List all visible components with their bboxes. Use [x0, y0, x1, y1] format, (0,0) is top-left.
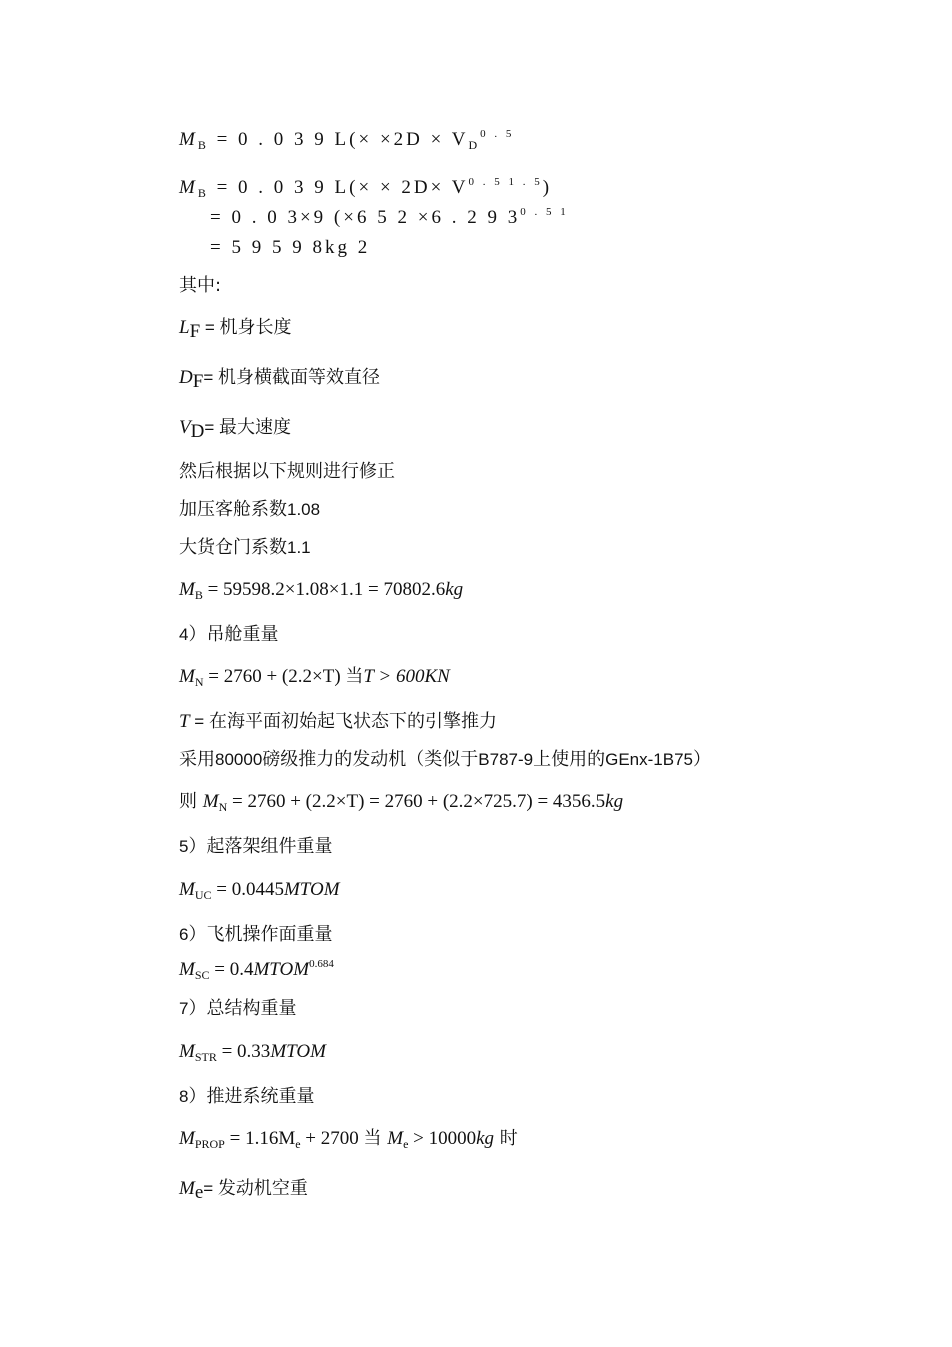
formula-subscript: UC	[194, 888, 212, 902]
section-5-heading	[179, 835, 332, 859]
engine-model: GEnx-1B75	[605, 750, 693, 769]
formula-body: = 5 9 5 9 8kg 2	[210, 237, 371, 258]
formula-body: = 0 . 0 3 9 L(× ×2D × V	[216, 129, 469, 150]
unit: kg	[605, 791, 624, 812]
engine-note-text: 磅级推力的发动机（类似于	[262, 749, 479, 770]
section-4-heading	[179, 623, 278, 647]
mb-substitution-line1	[179, 176, 552, 200]
formula-subscript: D	[190, 421, 205, 442]
condition: M	[387, 1128, 404, 1149]
formula-symbol: M	[179, 177, 198, 198]
mb-corrected-formula	[179, 578, 463, 602]
formula-symbol: M	[202, 791, 219, 812]
formula-variable: MTOM	[253, 959, 310, 980]
section-title: ）起落架组件重量	[188, 836, 333, 857]
mn-formula	[179, 665, 450, 689]
definition-lf	[179, 316, 292, 340]
formula-subscript: e	[295, 1137, 301, 1151]
formula-subscript: e	[403, 1137, 409, 1151]
condition: T > 600KN	[363, 666, 450, 687]
engine-note-text: 采用	[179, 749, 215, 770]
engine-note	[179, 748, 711, 772]
formula-subscript: N	[218, 800, 228, 814]
formula-symbol: M	[179, 579, 195, 600]
formula-subscript: B	[197, 186, 209, 200]
equals-sign: =	[203, 1179, 218, 1198]
formula-subscript: e	[194, 1182, 204, 1203]
mb-substitution-line2	[210, 206, 569, 230]
formula-variable: MTOM	[283, 879, 340, 900]
formula-subscript: PROP	[194, 1137, 225, 1151]
unit: kg	[445, 579, 464, 600]
formula-symbol: L	[179, 317, 190, 338]
thrust-definition	[179, 710, 497, 734]
formula-symbol: M	[179, 1041, 195, 1062]
formula-subscript: N	[194, 675, 204, 689]
formula-symbol: M	[179, 129, 198, 150]
equals-sign: =	[189, 712, 209, 731]
factor-label: 大货仓门系数	[179, 537, 287, 558]
prefix-word: 则	[179, 791, 203, 812]
formula-symbol: T	[179, 711, 190, 732]
formula-body: + 2700	[300, 1128, 364, 1149]
correction-intro: 然后根据以下规则进行修正	[179, 461, 395, 482]
formula-body: = 0 . 0 3×9 (×6 5 2 ×6 . 2 9 3	[210, 207, 521, 228]
formula-symbol: M	[179, 1128, 195, 1149]
formula-symbol: M	[179, 959, 195, 980]
equals-sign: =	[204, 418, 219, 437]
factor-value: 1.08	[287, 500, 321, 519]
definition-vd	[179, 416, 291, 440]
section-number: 8	[179, 1087, 189, 1106]
formula-body: = 2760 + (2.2×T) = 2760 + (2.2×725.7) = 4356.5	[231, 791, 606, 812]
formula-symbol: M	[179, 666, 195, 687]
formula-subscript: F	[189, 321, 201, 342]
section-6-heading	[179, 923, 332, 947]
section-title: ）吊舱重量	[188, 624, 279, 645]
formula-body: )	[542, 177, 553, 198]
engine-note-text: ）	[693, 749, 711, 770]
formula-superscript: 0 . 5 1 . 5	[468, 176, 543, 188]
condition-word: 当	[345, 666, 364, 687]
formula-subscript: B	[197, 138, 209, 152]
unit: kg	[476, 1128, 495, 1149]
pressurized-factor	[179, 498, 320, 522]
equals-sign: =	[200, 318, 220, 337]
definition-text: 机身长度	[219, 317, 292, 338]
condition-word: 时	[494, 1128, 518, 1149]
engine-thrust-value: 80000	[215, 750, 263, 769]
formula-superscript: 0 . 5 1	[520, 206, 569, 218]
equals-sign: =	[203, 368, 218, 387]
formula-symbol: D	[179, 367, 193, 388]
section-number: 4	[179, 625, 189, 644]
mn-calculation	[179, 790, 623, 814]
formula-subscript: STR	[194, 1050, 217, 1064]
where-label: 其中:	[179, 275, 222, 296]
section-number: 5	[179, 837, 189, 856]
formula-symbol: M	[179, 879, 195, 900]
definition-text: 机身横截面等效直径	[217, 367, 380, 388]
definition-text: 发动机空重	[217, 1178, 308, 1199]
formula-superscript: 0.684	[309, 958, 334, 970]
formula-subscript: B	[194, 588, 203, 602]
section-title: ）飞机操作面重量	[188, 924, 333, 945]
section-7-heading	[179, 997, 296, 1021]
mprop-formula	[179, 1127, 518, 1151]
engine-note-text: 上使用的	[533, 749, 606, 770]
mb-general-formula	[179, 128, 514, 152]
definition-text: 最大速度	[219, 417, 291, 438]
msc-formula	[179, 958, 334, 982]
definition-me	[179, 1177, 308, 1201]
definition-df	[179, 366, 380, 390]
section-number: 6	[179, 925, 189, 944]
formula-symbol: M	[179, 1178, 195, 1199]
section-8-heading	[179, 1085, 314, 1109]
muc-formula	[179, 878, 340, 902]
formula-body: = 1.16M	[229, 1128, 296, 1149]
formula-body: = 0 . 0 3 9 L(× × 2D× V	[216, 177, 469, 198]
mb-substitution-line3	[210, 236, 370, 260]
mstr-formula	[179, 1040, 326, 1064]
factor-label: 加压客舱系数	[179, 499, 287, 520]
formula-body: = 59598.2×1.08×1.1 = 70802.6	[207, 579, 446, 600]
formula-variable: MTOM	[270, 1041, 326, 1062]
section-title: ）推进系统重量	[188, 1086, 315, 1107]
aircraft-model: B787-9	[478, 750, 534, 769]
section-number: 7	[179, 999, 189, 1018]
formula-superscript: 0 . 5	[480, 128, 515, 140]
formula-body: = 0.0445	[216, 879, 284, 900]
definition-text: 在海平面初始起飞状态下的引擎推力	[208, 711, 497, 732]
cargo-door-factor	[179, 536, 311, 560]
formula-body: = 0.33	[221, 1041, 271, 1062]
section-title: ）总结构重量	[188, 998, 297, 1019]
formula-symbol: V	[179, 417, 191, 438]
factor-value: 1.1	[287, 538, 311, 557]
formula-body: = 2760 + (2.2×T)	[208, 666, 346, 687]
formula-subscript: SC	[194, 968, 210, 982]
formula-subscript: F	[192, 371, 204, 392]
formula-body: > 10000	[408, 1128, 477, 1149]
formula-body: = 0.4	[214, 959, 254, 980]
formula-subscript: D	[468, 138, 481, 152]
condition-word: 当	[363, 1128, 388, 1149]
